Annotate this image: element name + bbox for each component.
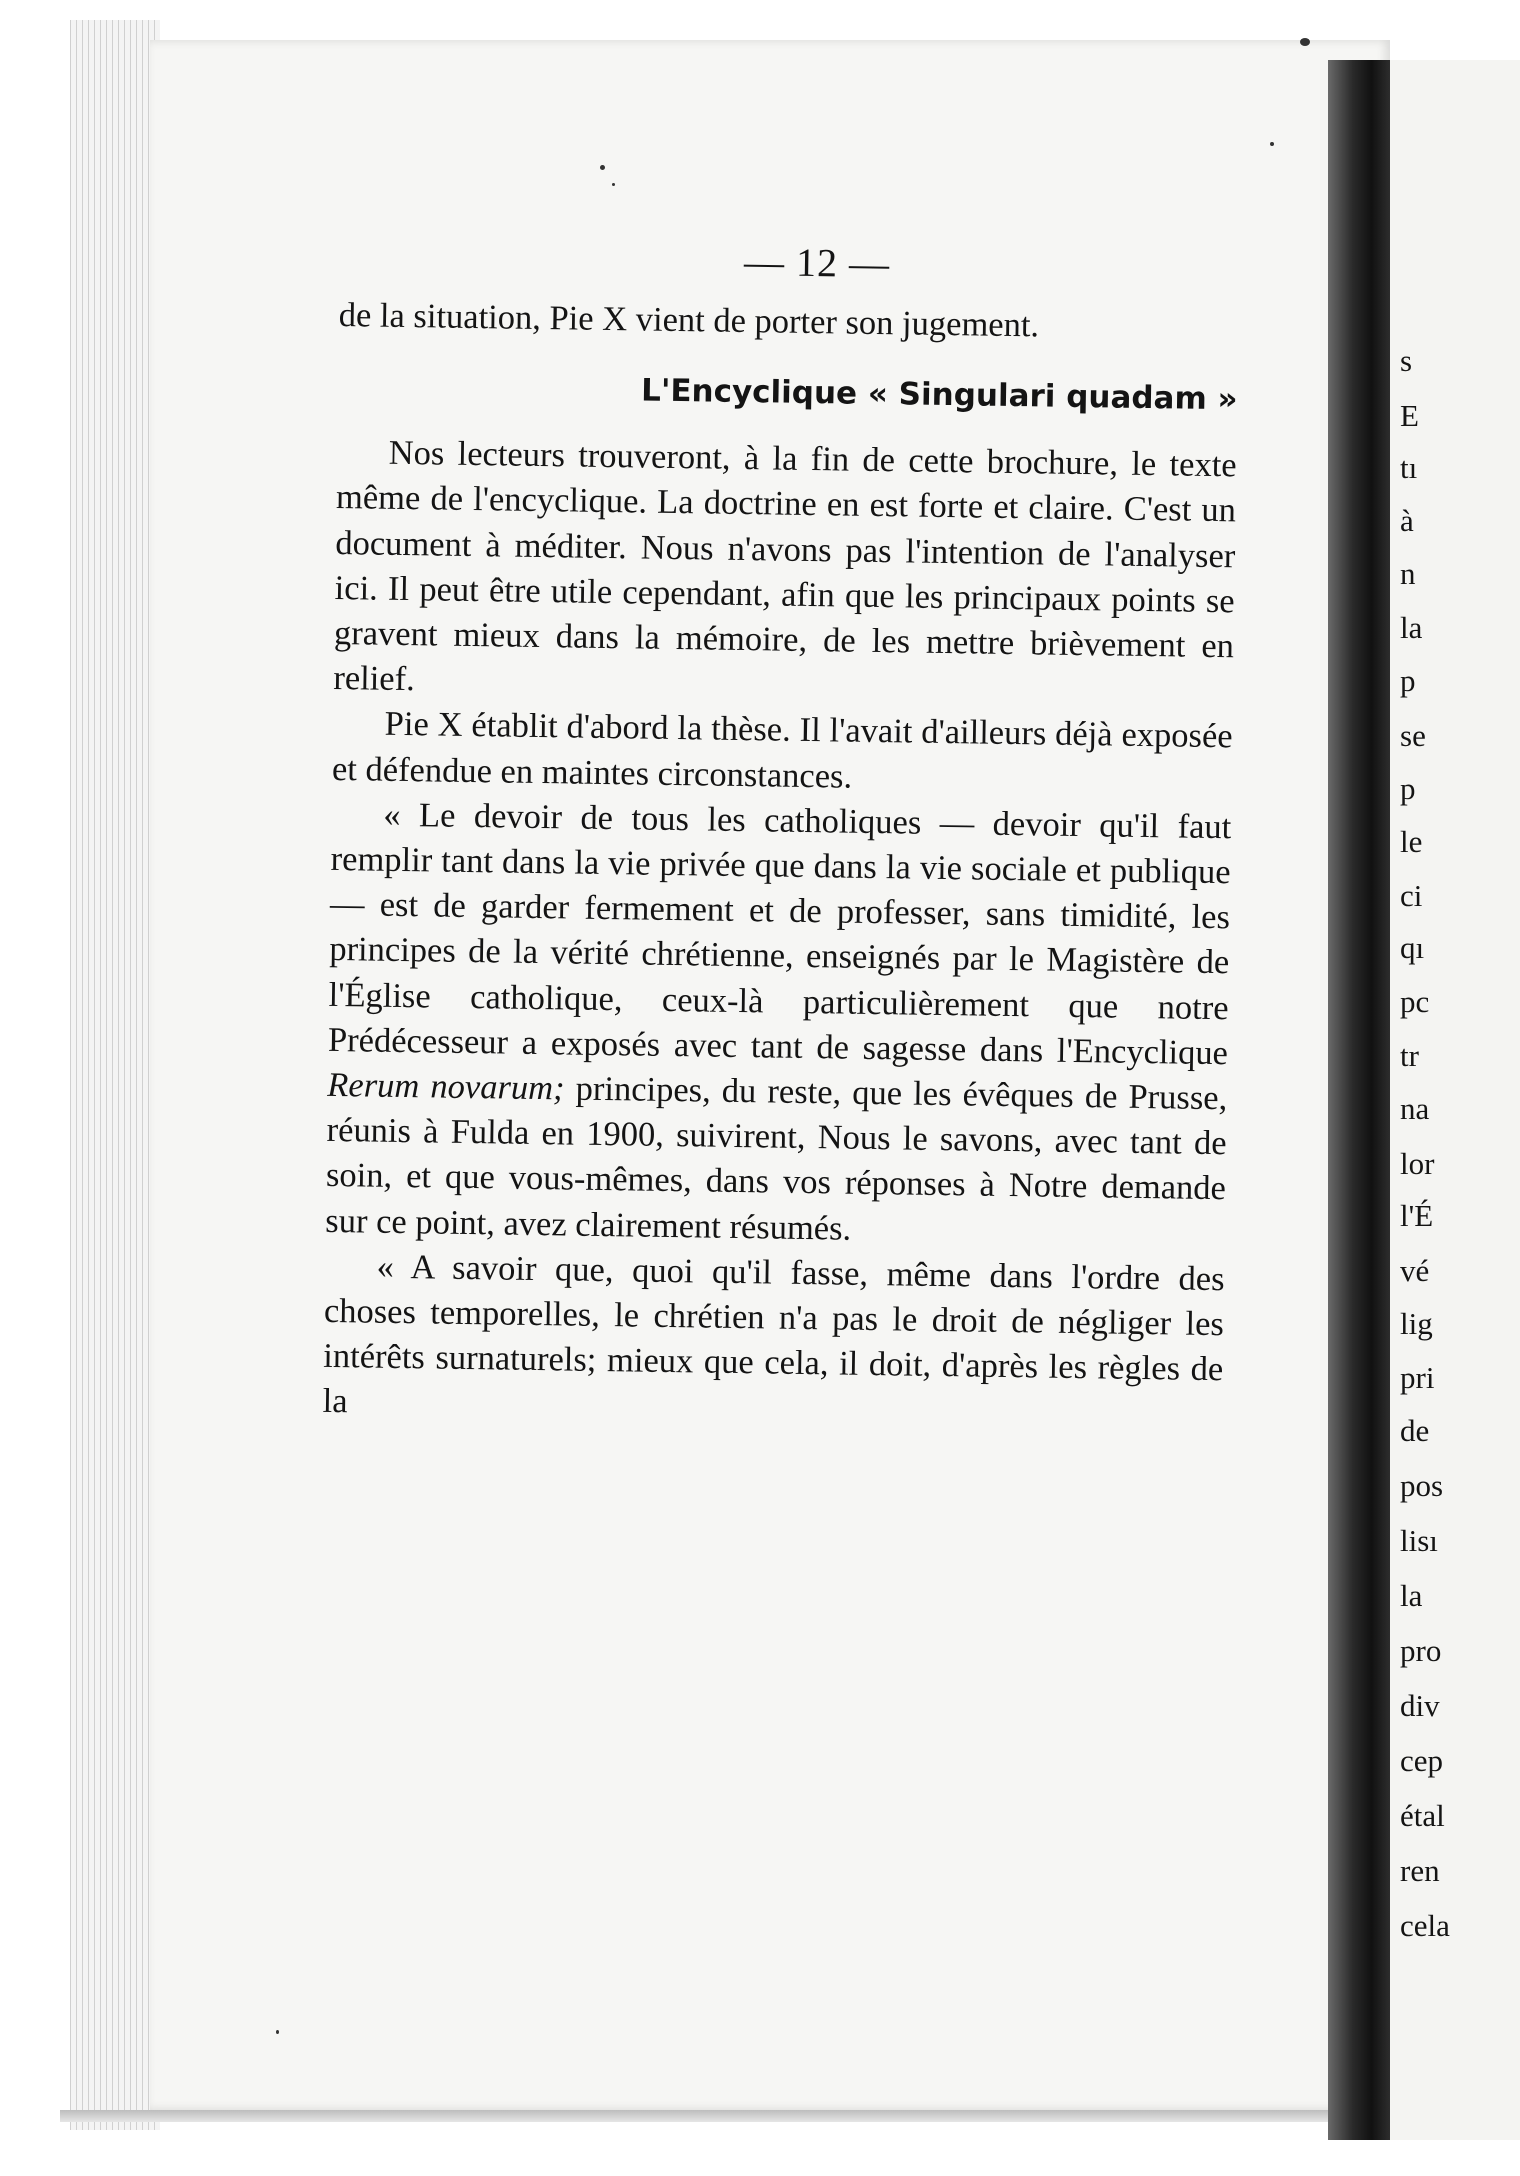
facing-page-fragment: pos	[1400, 1468, 1444, 1503]
facing-page-fragment: vé	[1400, 1253, 1430, 1288]
facing-page-fragment: l'É	[1400, 1198, 1434, 1233]
page-bottom-edge	[60, 2110, 1390, 2122]
facing-page-fragment: pro	[1400, 1633, 1442, 1668]
facing-page-fragment: s	[1400, 343, 1413, 378]
facing-page-fragment: div	[1400, 1688, 1440, 1723]
page-number: — 12 —	[743, 239, 891, 287]
paragraph-quotation	[325, 792, 1232, 1257]
facing-page-fragment: ren	[1400, 1853, 1440, 1888]
paragraph-thesis: Pie X établit d'abord la thèse. Il l'avait d'ailleurs déjà exposée et défendue en maintes circonstances.	[331, 705, 1233, 796]
facing-page-fragment: la	[1400, 610, 1423, 645]
facing-page-fragment: cela	[1400, 1908, 1450, 1943]
facing-page-fragment: ci	[1400, 878, 1423, 913]
facing-page-fragment: de	[1400, 1413, 1430, 1448]
paragraph-intro: Nos lecteurs trouveront, à la fin de cette brochure, le texte même de l'encyclique. La doctrine en est forte et claire. C'est un document à méditer. Nous n'avons pas l'intention de l'analyser ici. Il peut être utile cependant, afin que les principaux points se gravent mieux dans la mémoire, de les mettre brièvement en relief.	[333, 433, 1237, 699]
facing-page-fragment: se	[1400, 718, 1426, 753]
facing-page	[1390, 60, 1520, 2140]
paragraph-quotation-continued: « A savoir que, quoi qu'il fasse, même dans l'ordre des choses temporelles, le chrétien n'a pas le droit de négliger les intérêts surnaturels; mieux que cela, il doit, d'après les règles de la	[322, 1247, 1225, 1421]
facing-page-fragment: tı	[1400, 450, 1418, 485]
facing-page-fragment: pc	[1400, 984, 1430, 1019]
facing-page-fragment: lor	[1400, 1146, 1435, 1181]
quotation-text-end: principes, du reste, que les évêques de Prusse, réunis à Fulda en 1900, suivirent, Nous le savons, avec tant de soin, et que vous-mêmes, dans vos réponses à Notre demande sur ce point, avez clairement résumés.	[325, 1069, 1228, 1248]
facing-page-fragment: à	[1400, 503, 1414, 538]
facing-page-fragment: n	[1400, 556, 1416, 591]
facing-page-fragment: lig	[1400, 1306, 1433, 1341]
facing-page-fragment: qı	[1400, 930, 1425, 965]
facing-page-fragment: la	[1400, 1578, 1423, 1613]
facing-page-fragment: tr	[1400, 1038, 1419, 1073]
paragraph-continued: de la situation, Pie X vient de porter son jugement.	[338, 295, 1040, 345]
facing-page-fragment: p	[1400, 663, 1416, 698]
stacked-page-edges	[70, 20, 160, 2130]
encyclical-title-italic: Rerum novarum;	[327, 1065, 565, 1108]
section-heading: L'Encyclique « Singulari quadam »	[640, 372, 1238, 418]
book-spine-gutter	[1328, 60, 1390, 2140]
facing-page-fragment: étal	[1400, 1798, 1445, 1833]
facing-page-fragment: p	[1400, 771, 1416, 806]
facing-page-fragment: E	[1400, 398, 1419, 433]
page-text-block	[322, 232, 1240, 1438]
quotation-text-start: « Le devoir de tous les catholiques — devoir qu'il faut remplir tant dans la vie privée que dans la vie sociale et publique — est de garder fermement et de professer, sans timidité, les principes de la vérité chrétienne, enseignés par le Magistère de l'Église catholique, ceux-là particulièrement que notre Prédécesseur a exposés avec tant de sagesse dans l'Encyclique	[327, 795, 1232, 1073]
facing-page-fragment: na	[1400, 1091, 1430, 1126]
facing-page-fragment: cep	[1400, 1743, 1444, 1778]
facing-page-fragment: lisı	[1400, 1523, 1438, 1558]
facing-page-fragment: le	[1400, 824, 1423, 859]
facing-page-fragment: pri	[1400, 1360, 1435, 1395]
